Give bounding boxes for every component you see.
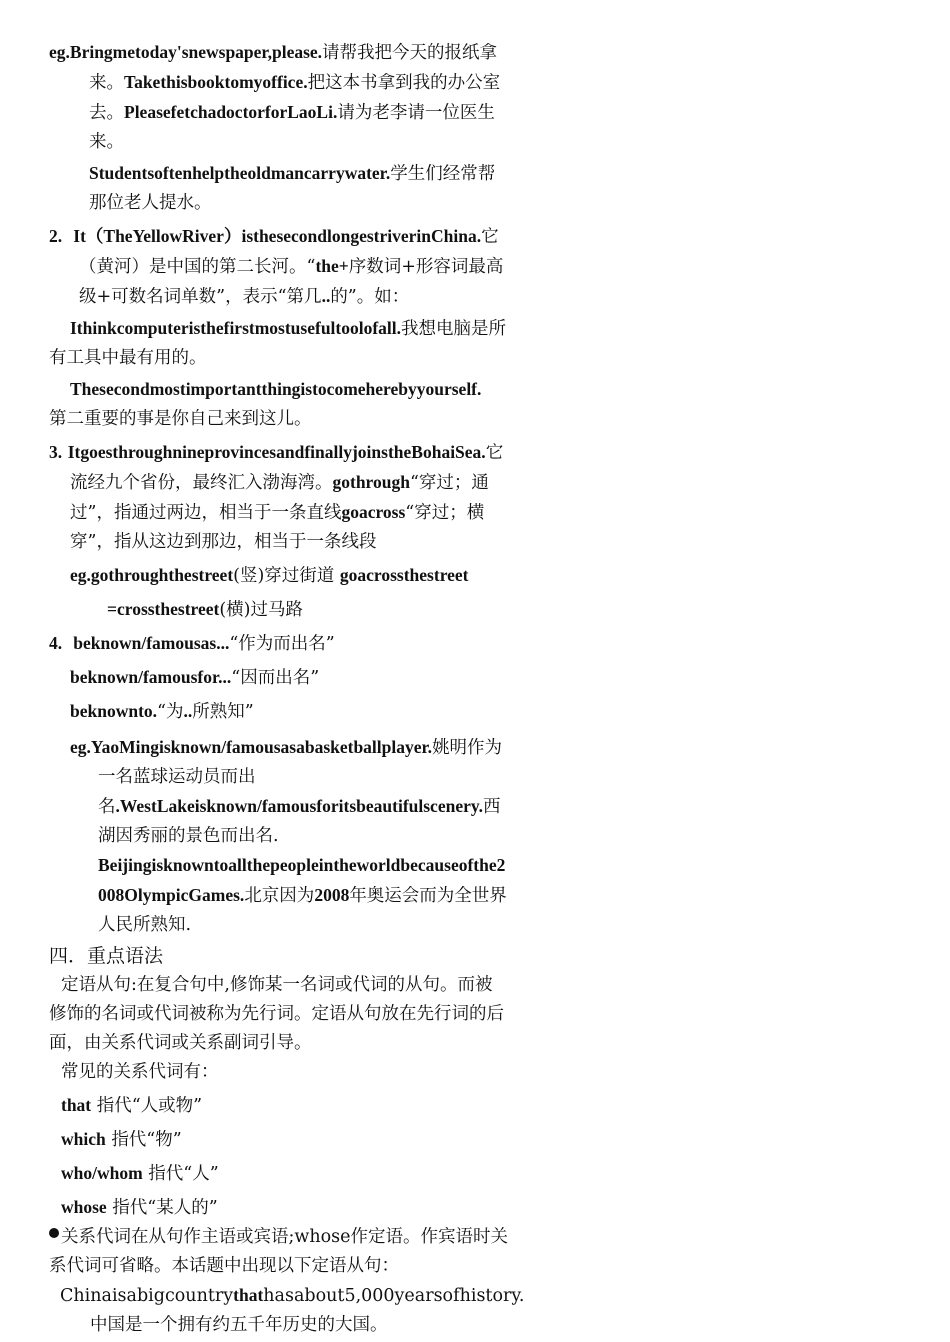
pronoun: which xyxy=(61,1129,106,1149)
example-paragraph xyxy=(49,375,509,405)
definition-paragraph: 定语从句:在复合句中,修饰某一名词或代词的从句。而被修饰的名词或代词被称为先行词。定语从句放在先行词的后面，由关系代词或关系副词引导。 xyxy=(49,975,504,1053)
english-sentence: Chinaisabigcountry xyxy=(60,1286,234,1306)
english-text: ）isthesecondlongestriverinChina xyxy=(223,226,477,246)
english-phrase: =crossthestreet xyxy=(107,599,220,619)
list-item xyxy=(49,1125,509,1155)
bullet-icon xyxy=(49,1228,59,1238)
english-text: . xyxy=(476,226,482,246)
numbered-point-2 xyxy=(49,222,509,312)
english-sentence: .WestLakeisknown/famousforitsbeautifulscenery. xyxy=(115,796,484,816)
phrase: beknown/famousfor... xyxy=(70,667,232,687)
chinese-translation: 年奥运会而为全世界人民所熟知. xyxy=(98,886,507,935)
chinese-translation: 请帮我把今天的报纸拿来。 xyxy=(89,43,498,93)
list-item xyxy=(49,1091,509,1121)
numbered-point-3 xyxy=(49,438,509,557)
chinese-translation: 第二重要的事是你自己来到这儿。 xyxy=(49,409,312,429)
relative-pronoun-list xyxy=(49,1091,509,1223)
note-text: 关系代词在从句作主语或宾语;whose作定语。作宾语时关系代词可省略。本话题中出现以下定语从句： xyxy=(49,1227,509,1276)
english-sentence: Thesecondmostimportantthingistocomeherebyyourself. xyxy=(70,379,482,399)
chinese-translation: 把这本书拿到我的办公室去。 xyxy=(89,73,501,123)
phrase-meaning: 所熟知” xyxy=(192,702,254,722)
english-sentence: Ithinkcomputeristhefirstmostusefultoolofall. xyxy=(70,318,402,338)
phrase-line xyxy=(49,663,509,693)
example-paragraph xyxy=(49,38,509,157)
chinese-translation: (横)过马路 xyxy=(219,600,303,620)
chinese-translation: 中国是一个拥有约五千年历史的大国。 xyxy=(90,1315,388,1335)
phrase-line xyxy=(49,697,509,727)
chinese-translation: 它流经九个省份，最终汇入渤海湾。 xyxy=(70,443,504,493)
pronoun: who/whom xyxy=(61,1163,143,1183)
english-text: the+ xyxy=(315,256,349,276)
pronoun-meaning: 指代“物” xyxy=(111,1130,182,1150)
phrase: goacross xyxy=(341,502,406,522)
example-paragraph xyxy=(49,595,509,625)
chinese-translation: 请为老李请一位医生来。 xyxy=(89,103,495,152)
english-sentence: eg.Bringmetoday'snewspaper,please. xyxy=(49,42,323,62)
english-text: .. xyxy=(183,701,193,721)
english-sentence: eg.YaoMingisknown/famousasabasketballplayer. xyxy=(70,737,433,757)
example-paragraph xyxy=(49,733,509,851)
phrase-meaning: “穿过；通过”，指通过两边，相当于一条直线 xyxy=(70,473,489,523)
english-sentence: PleasefetchadoctorforLaoLi. xyxy=(124,102,338,122)
document-page xyxy=(49,38,525,1340)
example-paragraph xyxy=(49,561,509,591)
example-paragraph xyxy=(49,314,509,373)
point-number: 3. xyxy=(49,442,63,462)
english-text: It（ xyxy=(73,226,104,246)
chinese-text: 它（黄河）是中国的第二长河。“ xyxy=(79,227,499,277)
note-paragraph xyxy=(49,1223,509,1281)
list-item xyxy=(49,1193,509,1223)
phrase: beknownto. xyxy=(70,701,158,721)
english-phrase: goacrossthestreet xyxy=(339,565,469,585)
phrase: beknown/famousas... xyxy=(73,633,230,653)
english-text: TheYellowRiver xyxy=(103,226,224,246)
phrase: gothrough xyxy=(332,472,410,492)
chinese-translation: 我想电脑是所有工具中最有用的。 xyxy=(49,319,507,368)
pronoun: that xyxy=(61,1095,92,1115)
english-phrase: eg.gothroughthestreet xyxy=(70,565,234,585)
list-intro: 常见的关系代词有： xyxy=(61,1062,219,1082)
numbered-point-4 xyxy=(49,629,509,659)
english-text: .. xyxy=(321,286,331,306)
english-sentence: Takethisbooktomyoffice. xyxy=(124,72,308,92)
phrase-meaning: “因而出名” xyxy=(231,668,320,688)
example-paragraph xyxy=(49,159,509,218)
chinese-translation: 学生们经常帮那位老人提水。 xyxy=(89,164,496,213)
english-sentence: Studentsoftenhelptheoldmancarrywater. xyxy=(89,163,391,183)
english-sentence: Beijingisknowntoallthepeopleintheworldbecauseofthe2008OlympicGames. xyxy=(98,855,506,905)
pronoun-meaning: 指代“人” xyxy=(148,1164,219,1184)
chinese-translation: (竖)穿过街道 xyxy=(233,566,335,586)
phrase-meaning: “作为而出名” xyxy=(229,634,335,654)
example-paragraph xyxy=(49,851,509,940)
english-sentence: hasabout5,000yearsofhistory. xyxy=(263,1286,525,1306)
list-item xyxy=(49,1159,509,1189)
point-number: 4. xyxy=(49,633,63,653)
pronoun-meaning: 指代“某人的” xyxy=(112,1198,218,1218)
english-sentence: ItgoesthroughnineprovincesandfinallyjoinstheBohaiSea. xyxy=(67,442,486,462)
chinese-translation: 西湖因秀丽的景色而出名. xyxy=(98,797,501,846)
chinese-text: 序数词+形容词最高级+可数名词单数”，表示“第几 xyxy=(79,257,504,307)
relative-pronoun-highlight: that xyxy=(233,1285,264,1305)
chinese-translation: 姚明作为一名蓝球运动员而出名 xyxy=(98,738,503,817)
phrase-meaning: “穿过；横穿”，指从这边到那边，相当于一条线段 xyxy=(70,503,485,552)
english-text: 2008 xyxy=(314,885,350,905)
pronoun-meaning: 指代“人或物” xyxy=(96,1096,203,1116)
section-heading: 四．重点语法 xyxy=(49,945,164,967)
chinese-text: 的”。如： xyxy=(330,287,410,307)
example-paragraph xyxy=(49,1281,525,1340)
chinese-translation: 北京因为 xyxy=(244,886,315,906)
point-number: 2. xyxy=(49,226,63,246)
phrase-meaning: “为 xyxy=(157,702,184,722)
pronoun: whose xyxy=(61,1197,107,1217)
